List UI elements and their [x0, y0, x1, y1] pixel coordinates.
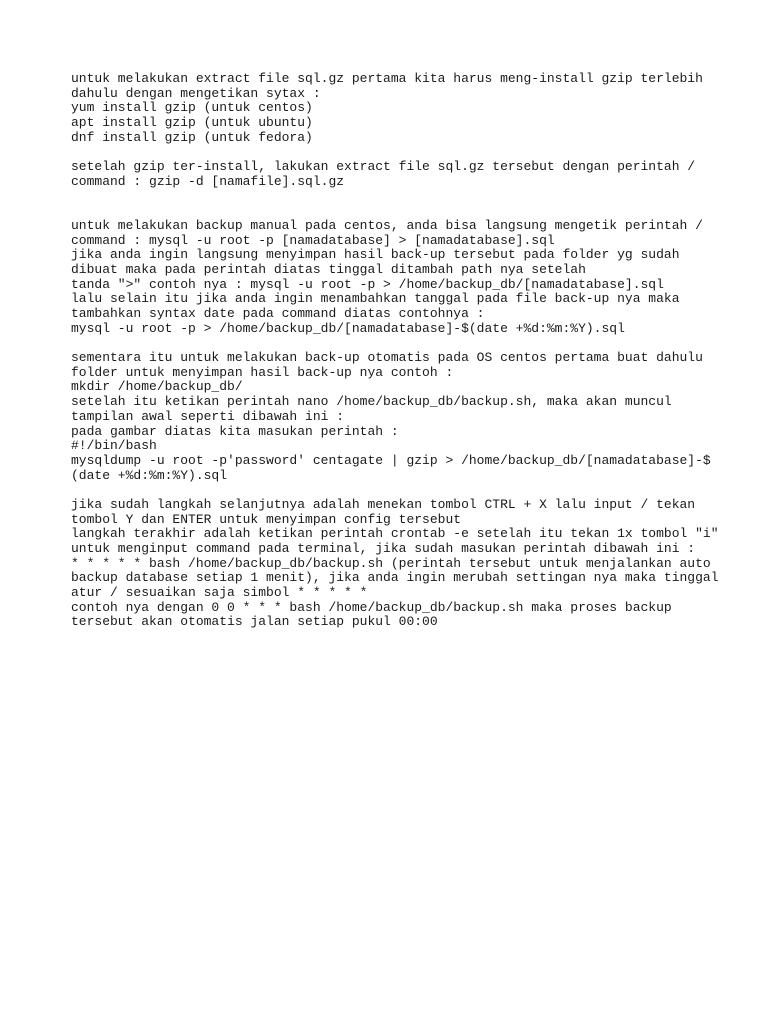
document-line: apt install gzip (untuk ubuntu): [71, 115, 313, 131]
document-line: [71, 204, 711, 219]
document-line: folder untuk menyimpan hasil back-up nya contoh :: [71, 364, 454, 380]
document-line: [71, 336, 711, 351]
document-line: contoh nya dengan 0 0 * * * bash /home/backup_db/backup.sh maka proses backup: [71, 599, 672, 615]
document-line: dibuat maka pada perintah diatas tinggal ditambah path nya setelah: [71, 261, 586, 277]
document-line: untuk menginput command pada terminal, jika sudah masukan perintah dibawah ini :: [71, 541, 696, 556]
document-line: atur / sesuaikan saja simbol * * * * *: [71, 585, 368, 601]
document-line: tersebut akan otomatis jalan setiap pukul 00:00: [71, 614, 438, 630]
document-line: backup database setiap 1 menit), jika anda ingin merubah settingan nya maka tinggal: [71, 570, 719, 586]
document-line: pada gambar diatas kita masukan perintah :: [71, 423, 399, 439]
document-line: jika anda ingin langsung menyimpan hasil back-up tersebut pada folder yg sudah: [71, 247, 680, 263]
document-body: [71, 71, 719, 630]
document-line: jika sudah langkah selanjutnya adalah menekan tombol CTRL + X lalu input / tekan: [71, 496, 696, 512]
document-line: lalu selain itu jika anda ingin menambahkan tanggal pada file back-up nya maka: [71, 291, 680, 307]
document-line: mkdir /home/backup_db/: [71, 379, 243, 395]
document-line: dnf install gzip (untuk fedora): [71, 129, 313, 145]
document-line: setelah gzip ter-install, lakukan extract file sql.gz tersebut dengan perintah /: [71, 159, 696, 175]
document-line: mysql -u root -p > /home/backup_db/[namadatabase]-$(date +%d:%m:%Y).sql: [71, 320, 625, 336]
document-line: untuk melakukan backup manual pada centos, anda bisa langsung mengetik perintah /: [71, 217, 703, 233]
document-line: tanda ">" contoh nya : mysql -u root -p > /home/backup_db/[namadatabase].sql: [71, 276, 664, 292]
document-line: command : mysql -u root -p [namadatabase] > [namadatabase].sql: [71, 232, 555, 248]
document-line: command : gzip -d [namafile].sql.gz: [71, 173, 345, 189]
document-line: mysqldump -u root -p'password' centagate | gzip > /home/backup_db/[namadatabase]-$: [71, 452, 711, 468]
document-line: tambahkan syntax date pada command diatas contohnya :: [71, 306, 485, 321]
document-line: sementara itu untuk melakukan back-up otomatis pada OS centos pertama buat dahulu: [71, 350, 703, 366]
document-line: (date +%d:%m:%Y).sql: [71, 467, 228, 483]
document-line: dahulu dengan mengetikan sytax :: [71, 85, 321, 101]
document-line: #!/bin/bash: [71, 438, 157, 454]
document-line: * * * * * bash /home/backup_db/backup.sh (perintah tersebut untuk menjalankan auto: [71, 555, 711, 571]
document-line: [71, 483, 711, 498]
document-line: tombol Y dan ENTER untuk menyimpan config tersebut: [71, 511, 462, 527]
document-line: untuk melakukan extract file sql.gz pertama kita harus meng-install gzip terlebih: [71, 71, 703, 86]
document-line: setelah itu ketikan perintah nano /home/backup_db/backup.sh, maka akan muncul: [71, 394, 672, 410]
document-line: [71, 145, 711, 160]
document-line: [71, 190, 711, 205]
document-line: tampilan awal seperti dibawah ini :: [71, 408, 345, 424]
document-line: yum install gzip (untuk centos): [71, 100, 313, 116]
document-line: langkah terakhir adalah ketikan perintah crontab -e setelah itu tekan 1x tombol "i": [71, 526, 719, 542]
